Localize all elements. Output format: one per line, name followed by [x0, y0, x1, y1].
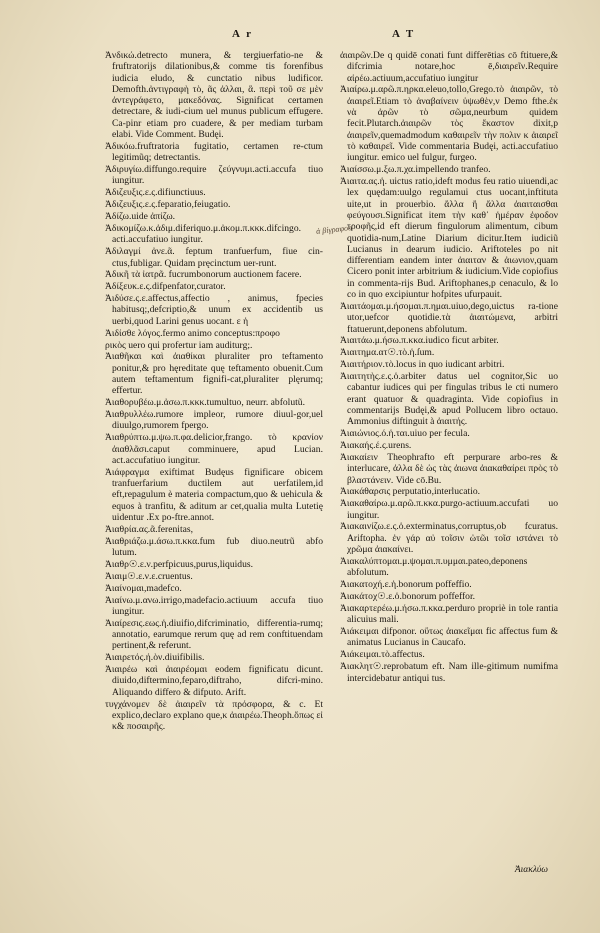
dictionary-entry: Ἀιακάθαρσις perputatio,interlucatio.	[340, 486, 481, 498]
dictionary-entry: Ἀδίξευκ.ε.ς.difpenfator,curator.	[105, 281, 226, 293]
dictionary-entry: ✱ Ἀιαθρύπτω.μ.ψω.π.φα.delicior,frango. τὸ κρανίον ἀιαθλᾶσι.caput comminuere, apud Lucian. act.accufatiuo iungitur.	[105, 432, 323, 466]
dictionary-entry: ✱ Ἀιαίρεσις.εως.ἡ.diuifio,difcriminatio, differentia-rumq; annotatio, earumque rerum quę ad rem conftituendam pertinent,& referunt.	[105, 618, 323, 652]
dictionary-entry: Ἀιδύσε.ς.ε.affectus,affectio , animus, fpecies habitusq;,defcriptio,& unum ex accidentib us uerbi,quod Larini genus uocant. ε ἡ	[105, 293, 323, 327]
running-head-right: A T	[392, 28, 416, 40]
dictionary-entry: ✱ Ἀιακατοχή.ε.ἡ.bonorum poffeffio.	[340, 579, 558, 590]
dictionary-entry: ✱ Ἀδιλαγμί ἀνε.ᾶ. feptum tranfuerfum, fiue cin-ctus,fubligar. Quidam pręcinctum uer-runt.	[105, 246, 323, 269]
margin-annotation: ἁ βίγραφοσ	[315, 223, 353, 236]
dictionary-entry: ✱ Ἀιακάτοχ☉.ε.ὁ.bonorum poffeffor.	[340, 591, 558, 602]
dictionary-entry: Ἀιαιτήριον.τὸ.locus in quo iudicant arbitri.	[340, 359, 505, 371]
dictionary-entry: ✱ Ἀιάφραγμα exiftimat Budęus fignificare obicem tranfuerfarium ductilem aut uerfatilem,id eft,repagulum è materia compactum,quo & uehicula & equos à tranfitu, & aditum ar cet,qualia multa Lutetię uidentur .Ex po-ftre.annot.	[105, 467, 323, 523]
dictionary-entry: ✱ Ἀιαιτάομαι.μ.ήσομαι.π.ημαι.uiuo,dego,uictus ra-tione utor,uefcor quotidie.τὰ ἀιαιτώμενα, arbitri ftatuerunt,deponens abfolutum.	[340, 301, 558, 335]
dictionary-entry: ✱ Ἀδικόω.fruftratoria fugitatio, certamen re-ctum legitimũq; detrectantis.	[105, 141, 323, 164]
dictionary-entry: Ἀιαιώνιος.ό.ἡ.ται.uiuo per fecula.	[340, 428, 470, 440]
dictionary-entry: ✱ Ἀδικομίζω.κ.ἀδιμ.diferiquo.μ.ἀκομ.π.κκκ.difcingo. acti.accufatiuo iungitur.	[105, 223, 323, 246]
dictionary-entry: ✱ Ἀιακλητ☉.reprobatum eft. Nam ille-gitimum numifma intercidebatur antiqui tus.	[340, 661, 558, 684]
right-column	[340, 50, 558, 890]
dictionary-entry: Ἀιαθορυβέω.μ.ἀσω.π.κκκ.tumultuo, neurr. abfolutũ.	[105, 397, 306, 409]
dictionary-entry: ✱ Ἀνδικώ.detrecto munera, & tergiuerfatio-ne & fruftratorijs dilationibus,& comme tis forenfibus iudicia eludo, & cunctatio nibus ludificor. Demofth.ἀντιγραφὴ τὸ, ᾶς ἀλλαι, ἃ. περὶ τοῦ σε μὲν ἀντεγράφετο, μακεδόνας. Significat certamen detrectare, & iudi-cium uel munus publicum effugere. Ca-pinr etiam pro cuadere, & per mediam turbam elabi. Vide Comment. Budęi.	[105, 50, 323, 140]
catchword: Ἀιακλύω	[514, 865, 548, 875]
dictionary-entry: Ἀιαιρετός.ή.ὸν.diuifibilis.	[105, 652, 205, 664]
dictionary-entry: τυγχάνομεν δὲ ἀιαιρεῖν τὰ πρόσφορα, & c. Et explico,declaro explano que,κ ἀιαιρέω.Theoph.ὅπως εἰ κ& ποσαιρῆς.	[105, 698, 323, 733]
dictionary-entry: Ἀιαθριάζω.μ.άσω.π.κκα.fum fub diuo.neutrũ abfo lutum.	[105, 535, 323, 559]
dictionary-entry: ✱ Ἀιακαθαίρω.μ.αρῶ.π.κκα.purgo-actiuum.accufati uo iungitur.	[340, 498, 558, 521]
dictionary-entry: Ἀιάκειμαι difponor. οὕτως ἀιακεῖμαι fic affectus fum & animatus Lucianus in Caucafo.	[340, 626, 558, 649]
dictionary-entry: ✱ ρικὸς uero qui profertur iam auditurg;.	[105, 340, 323, 351]
dictionary-entry: Ἀδιζευξις.ε.ς.difiunctiuus.	[105, 187, 206, 199]
dictionary-entry: ✱ Ἀιακαινίζω.ε.ς.ὁ.exterminatus,corruptus,ob fcuratus. Ariftopha. ἐν γάρ αὐ τοῖσιν ὠτῶι τοῖσ ιστάνει τὸ χρῶμα ἀιακαίνει.	[340, 521, 558, 555]
dictionary-entry: Ἀιαιτάω.μ.ήσω.π.κκα.iudico ficut arbiter.	[340, 335, 499, 347]
dictionary-entry: Ἀδικῆ τὰ ἰατρᾶ. fucrumbonorum auctionem facere.	[105, 269, 302, 281]
dictionary-entry: Ἀιαθρυλλέω.rumore impleor, rumore diuul-gor,uel diuulgo,rumorem fpergo.	[105, 409, 323, 432]
dictionary-entry: ✱ Ἀιαθῆκαι καὶ ἀιαθίκαι pluraliter pro teftamento ponitur,& pro hęreditate quę teftamento obuenit.Cum autem teftamentum fignifi-cat,pluraliter plęrumq; effertur.	[105, 351, 323, 396]
running-head-left: A r	[232, 28, 253, 40]
dictionary-entry: Ἀιαιμ☉.ε.ν.ε.cruentus.	[105, 570, 193, 582]
dictionary-entry: Ἀδίζω.uide ἀπίζω.	[105, 211, 176, 223]
dictionary-entry: Ἀιακαλύπτομαι.μ.ψομαι.π.υμμαι.pateo,deponens abfolutum.	[340, 555, 528, 579]
dictionary-entry: ✱ Ἀιακαίειν Theophrafto eft perpurare arbo-res & interlucare, ἀλλα δὲ ὡς τὰς ἀιωνα ἀιακαθαίρει πρὸς τὸ βλαστάνειν. Vide cō.Bu.	[340, 452, 558, 486]
left-column	[105, 50, 323, 850]
dictionary-entry: Ἀιαίσσω.μ.ξω.π.χα.impellendo tranfeo.	[340, 164, 491, 176]
dictionary-entry: Ἀιδίσθε λόγος.fermo animo conceptus:προφο	[105, 327, 280, 339]
dictionary-entry: ✱ Ἀιαιτητὴς.ε.ς.ὁ.arbiter datus uel cognitor,Sic uo cabantur iudices qui per fingulas tribus le cti numero erant quatuor & quadraginta. Vide copiofius in commentarijs Budęi,& apud Pollucem libro octauo. Ammonius diftinguit à ἀιαιτής.	[340, 371, 558, 427]
dictionary-entry: Ἀιαθρ☉.ε.ν.perfpicuus,purus,liquidus.	[105, 558, 254, 570]
dictionary-entry: Ἀιαίνω.μ.ανω.irrigo,madefacio.actiuum accufa tiuo iungitur.	[105, 594, 323, 617]
dictionary-entry: Ἀιαίνομαι,madefco.	[105, 582, 182, 594]
dictionary-entry: ✱ Ἀιαίρω.μ.αρῶ.π.ηρκα.eleuo,tollo,Grego.τὸ ἀιαιρῶν, τὸ ἀιαιρεῖ.Etiam τὸ ἀναβαίνειν ὑψωθὲν,ν Demo fthe.ἐκ νὰ ἀρῶν τὸ σῶμα,neurbum quidem fecit.Plutarch.ἀιαιρῶν τὸς ἔκαστον dixit,p ἀιαιρεῖν,quemadmodum καθαιρεῖν τὴν πολιν κ ἀιαιρεῖ τὸ καθαιρεῖ. Vide commentaria Budęi, acti.accufatiuo iungitur. emico uel fulgur, furgeo.	[340, 84, 558, 163]
dictionary-entry: Ἀδιρυγίω.diffungo.require ζεύγνυμι.acti.accufa tiuo iungitur.	[105, 164, 323, 187]
dictionary-entry: ✱ Ἀιάκειμαι.τὸ.affectus.	[340, 649, 558, 660]
dictionary-entry: Ἀδιζευξις.ε.ς.feparatio,feiugatio.	[105, 199, 231, 211]
dictionary-entry: ἀιαιρῶν.De q quidē conati funt differētias cō ftituere,& difcrimia notare,hoc ē,διαιρεῖν.Require αἱρέω.actiuum,accufatiuo iungitur	[340, 50, 558, 84]
dictionary-entry: ✱ Ἀιακαρτερέω.μ.ήσω.π.κκα.perduro propriè in tole rantia alicuius mali.	[340, 603, 558, 626]
dictionary-entry: ✱ Ἀιαιρέω καὶ ἀιαιρέομαι eodem fignificatu dicunt. diuido,diftermino,feparo,diftraho, difcri-mino. Aliquando differo & difputo. Arift.	[105, 664, 323, 698]
dictionary-entry: ✱ Ἀιαιτημα.ατ☉.τὸ.ἡ.ſum.	[340, 347, 558, 358]
dictionary-entry: Ἀιακαής.έ.ς.urens.	[340, 440, 412, 452]
dictionary-entry: Ἀιαθρία.ας.ᾶ.ferenitas,	[105, 523, 193, 535]
dictionary-entry: ✱ Ἀιαιτα.ας.ἡ. uictus ratio,ideft modus feu ratio uiuendi,ac lex quędam:uulgo regulamui ctus uocant,inftituta uite,ut in prouerbio. ἄλλα ἢ ἄλλα ἀιαιταισθαι φεύγουσι.Significat item τὴν καθ᾽ ἡμέραν ἐφοδον τροφῆς,id eft dierum fingulorum alimentum, cibum quotidia-num,Latine Diarium dicitur.Item iudiciũ Lucianus in dearum iudicio. Ariftoteles po nit differentiam eandem inter ἀιαιταν & ἀιωνιον,quam Cicero ponit inter arbitrium & iudicium.Vide copiofius in commenta-rijs Bud. Ariftophanes,p cenaculo, & lo co in quo excipiuntur hofpites ufurpauit.	[340, 176, 558, 300]
